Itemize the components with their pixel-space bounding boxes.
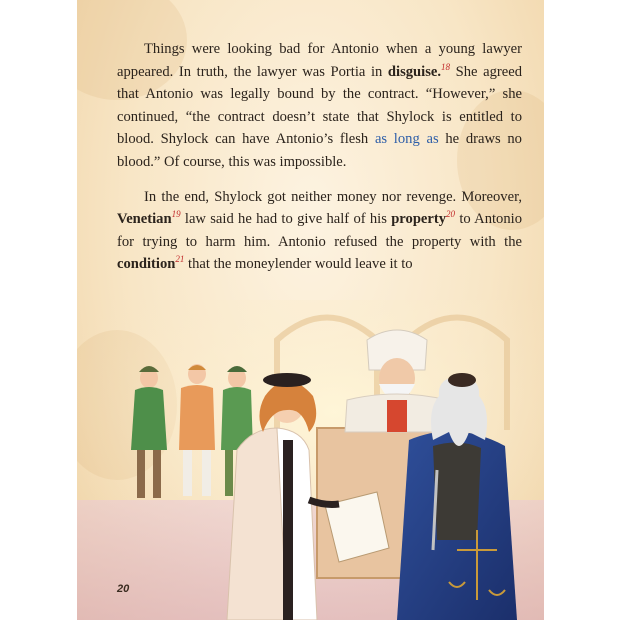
- story-paragraph: [117, 186, 522, 276]
- vocabulary-word: property: [391, 211, 447, 228]
- highlighted-phrase: as long as: [374, 131, 439, 148]
- page-number: 20: [117, 583, 130, 595]
- story-paragraph: [117, 38, 522, 174]
- story-text: [117, 38, 522, 288]
- text-run: In the end, Shylock got neither money nor revenge. Moreover,: [144, 188, 522, 205]
- text-run: that the moneylender would leave it to: [184, 256, 413, 273]
- vocabulary-word: Venetian: [117, 211, 172, 228]
- text-run: She agreed that Antonio was legally bound by the contract. “However,” she continued, “the contract doesn’t state that Shylock is entitled to blood. Shylock can have Antonio’s flesh: [117, 63, 523, 148]
- vocabulary-word: disguise.: [387, 63, 442, 80]
- text-run: Things were looking bad for Antonio when a young lawyer appeared. In truth, the lawyer was Portia in: [117, 41, 522, 80]
- footnote-marker: 18: [441, 61, 451, 72]
- book-page: [77, 0, 544, 620]
- text-run: he draws no blood.” Of course, this was impossible.: [117, 131, 522, 170]
- footnote-marker: 19: [171, 209, 181, 220]
- text-run: to Antonio for trying to harm him. Antonio refused the property with the: [117, 211, 522, 250]
- courtroom-illustration: [77, 300, 544, 620]
- footnote-marker: 21: [175, 254, 185, 265]
- text-run: law said he had to give half of his: [180, 211, 392, 228]
- vocabulary-word: condition: [117, 256, 176, 273]
- footnote-marker: 20: [446, 209, 456, 220]
